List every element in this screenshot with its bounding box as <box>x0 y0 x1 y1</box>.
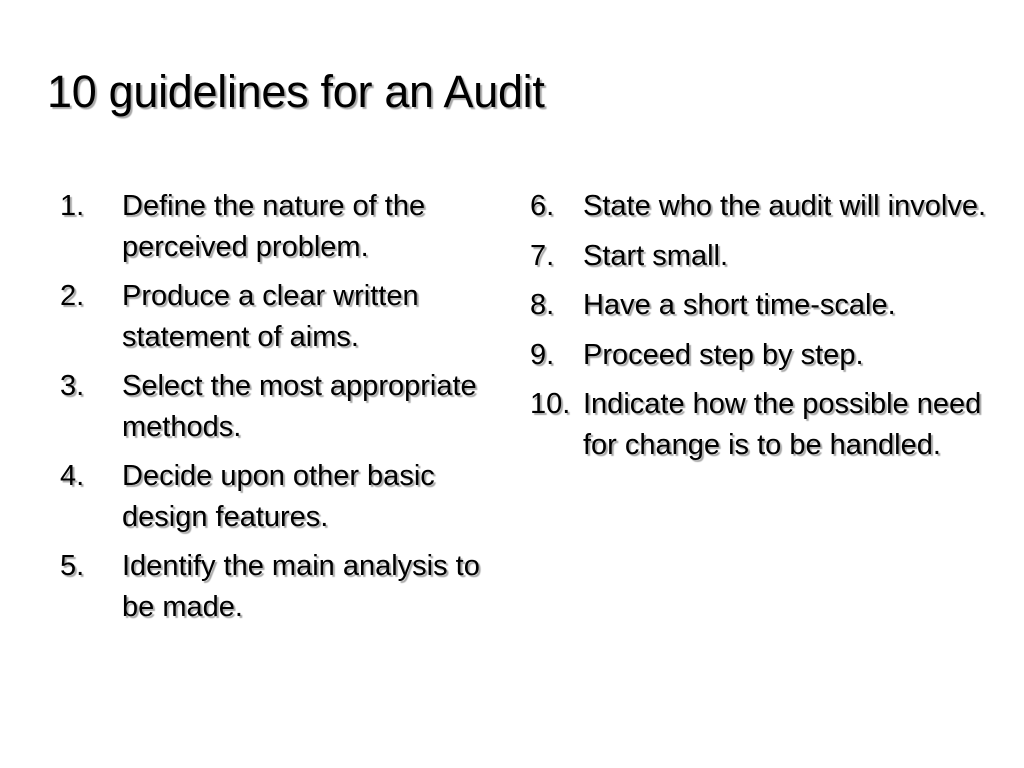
item-number: 8. <box>530 289 555 321</box>
slide-title: 10 guidelines for an Audit <box>47 66 545 117</box>
item-number: 2. <box>60 280 85 312</box>
item-number: 10. <box>530 388 571 420</box>
list-item <box>530 285 990 326</box>
item-text: Produce a clear written statement of aims. <box>122 280 419 353</box>
list-item <box>60 186 510 267</box>
item-text: Select the most appropriate methods. <box>122 370 477 443</box>
item-text: Identify the main analysis to be made. <box>122 550 480 623</box>
list-item <box>530 335 990 376</box>
list-item <box>60 276 510 357</box>
guidelines-list-right <box>530 186 990 474</box>
item-number: 3. <box>60 370 85 402</box>
item-text: State who the audit will involve. <box>583 190 986 222</box>
list-item <box>530 186 990 227</box>
item-number: 1. <box>60 190 85 222</box>
item-number: 4. <box>60 460 85 492</box>
item-text: Have a short time-scale. <box>583 289 896 321</box>
item-text: Define the nature of the perceived problem. <box>122 190 426 263</box>
item-number: 5. <box>60 550 85 582</box>
item-text: Start small. <box>583 239 729 272</box>
item-text: Proceed step by step. <box>583 338 864 371</box>
list-item <box>530 384 990 465</box>
item-number: 6. <box>530 190 555 222</box>
list-item <box>60 546 510 627</box>
item-number: 7. <box>530 239 555 272</box>
list-item <box>60 366 510 447</box>
guidelines-list-left <box>60 186 510 636</box>
item-number: 9. <box>530 338 555 371</box>
item-text: Indicate how the possible need for change is to be handled. <box>583 388 982 461</box>
list-item <box>60 456 510 537</box>
item-text: Decide upon other basic design features. <box>122 460 435 533</box>
list-item <box>530 236 990 277</box>
